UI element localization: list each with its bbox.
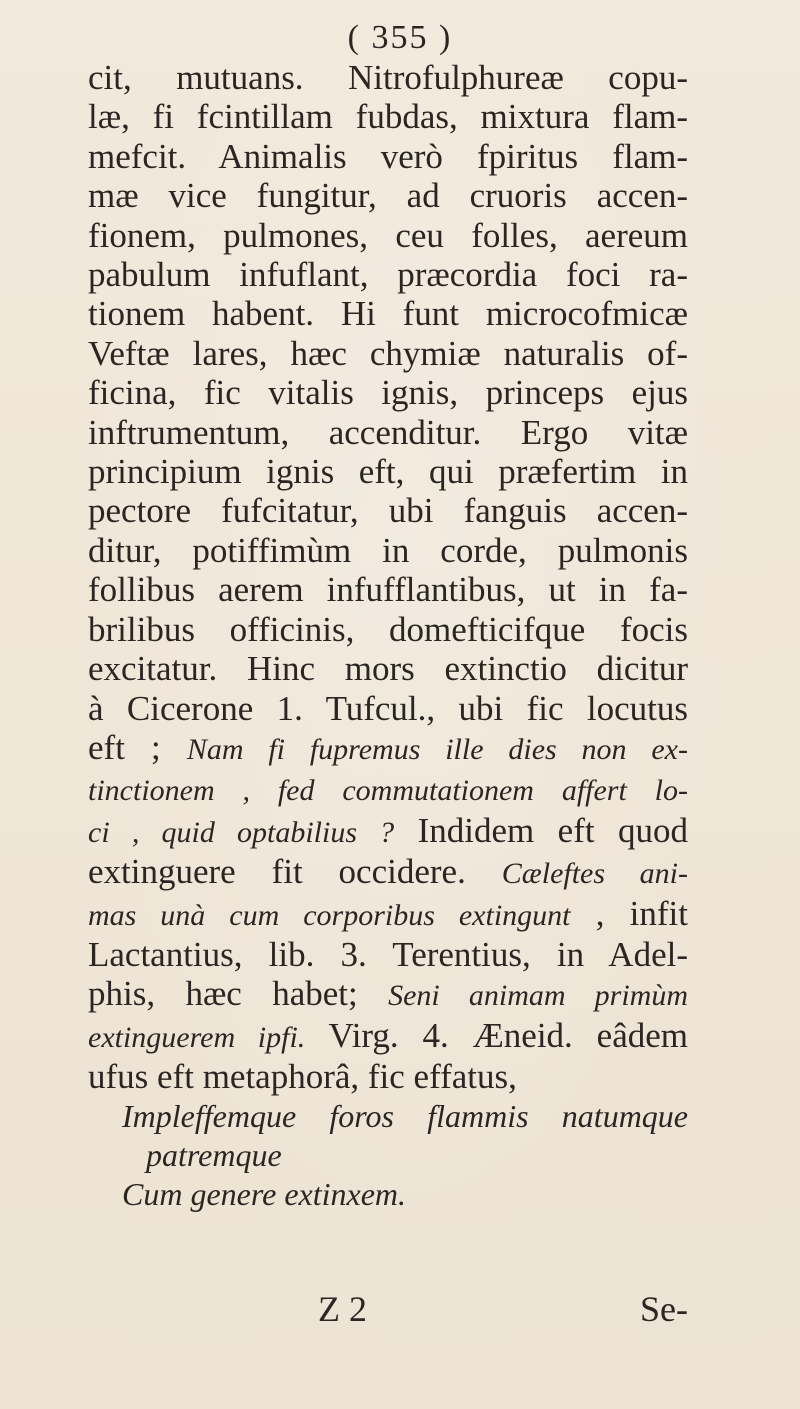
- text-line-1: cit, mutuans. Nitrofulphureæ copu-: [88, 58, 688, 97]
- text-line-6: pabulum infuflant, præcordia foci ra-: [88, 255, 688, 295]
- text-line-18: [88, 728, 688, 769]
- text-line-12: pectore fufcitatur, ubi fanguis accen-: [88, 491, 688, 531]
- verse-line-2: patremque: [146, 1136, 282, 1173]
- quotation-text: tinctionem , fed commutationem affert lo-: [88, 774, 688, 808]
- text-line-20: [88, 811, 688, 852]
- text-line-17: à Cicerone 1. Tufcul., ubi fic locutus: [88, 688, 688, 728]
- text-line-4: mæ vice fungitur, ad cruoris accen-: [88, 176, 688, 216]
- quotation-text: ci , quid optabilius ?: [88, 815, 395, 849]
- text-line-5: fionem, pulmones, ceu folles, aereum: [88, 215, 688, 255]
- text-line-11: principium ignis eft, qui præfertim in: [88, 452, 688, 492]
- text-line-19: [88, 769, 688, 810]
- plain-text: eft ;: [88, 727, 187, 767]
- text-line-7: tionem habent. Hi funt microcofmicæ: [88, 294, 688, 334]
- quotation-text: mas unà cum corporibus extingunt: [88, 898, 571, 932]
- plain-text: , infit: [570, 893, 689, 933]
- text-line-14: follibus aerem infufflantibus, ut in fa-: [88, 570, 688, 610]
- text-line-3: mefcit. Animalis verò fpiritus flam-: [88, 136, 688, 176]
- plain-text: phis, hæc habet;: [88, 974, 389, 1014]
- body-text: [88, 58, 688, 1215]
- catchword: Se-: [640, 1289, 688, 1329]
- text-line-25: [88, 1016, 688, 1057]
- text-line-24: [88, 974, 688, 1015]
- verse-line-3: Cum genere extinxem.: [122, 1176, 407, 1213]
- quotation-text: extinguerem ipfi.: [88, 1020, 306, 1054]
- text-line-2: læ, fi fcintillam fubdas, mixtura flam-: [88, 97, 688, 137]
- page-number: ( 355 ): [347, 19, 453, 56]
- text-line-21: [88, 852, 688, 893]
- quotation-text: Seni animam primùm: [388, 979, 689, 1013]
- verse-line-1: Impleffemque foros flammis natumque: [122, 1097, 688, 1134]
- plain-text: Virg. 4. Æneid. eâdem: [305, 1015, 688, 1055]
- text-line-16: excitatur. Hinc mors extinctio dicitur: [88, 649, 688, 689]
- plain-text: Indidem eft quod: [394, 810, 688, 850]
- quotation-text: Cæleftes ani-: [501, 857, 688, 891]
- text-line-10: inftrumentum, accenditur. Ergo vitæ: [88, 412, 688, 452]
- text-line-15: brilibus officinis, domefticifque focis: [88, 609, 688, 649]
- text-line-8: Veftæ lares, hæc chymiæ naturalis of-: [88, 333, 688, 373]
- text-line-9: ficina, fic vitalis ignis, princeps ejus: [88, 373, 688, 413]
- text-line-13: ditur, potiffimùm in corde, pulmonis: [88, 530, 688, 570]
- text-line-23: Lactantius, lib. 3. Terentius, in Adel-: [88, 934, 688, 974]
- plain-text: extinguere fit occidere.: [88, 852, 502, 892]
- text-line-26: ufus eft metaphorâ, fic effatus,: [88, 1057, 517, 1097]
- quotation-text: Nam fi fupremus ille dies non ex-: [186, 732, 688, 766]
- signature-mark: Z 2: [318, 1289, 367, 1329]
- text-line-22: [88, 894, 688, 935]
